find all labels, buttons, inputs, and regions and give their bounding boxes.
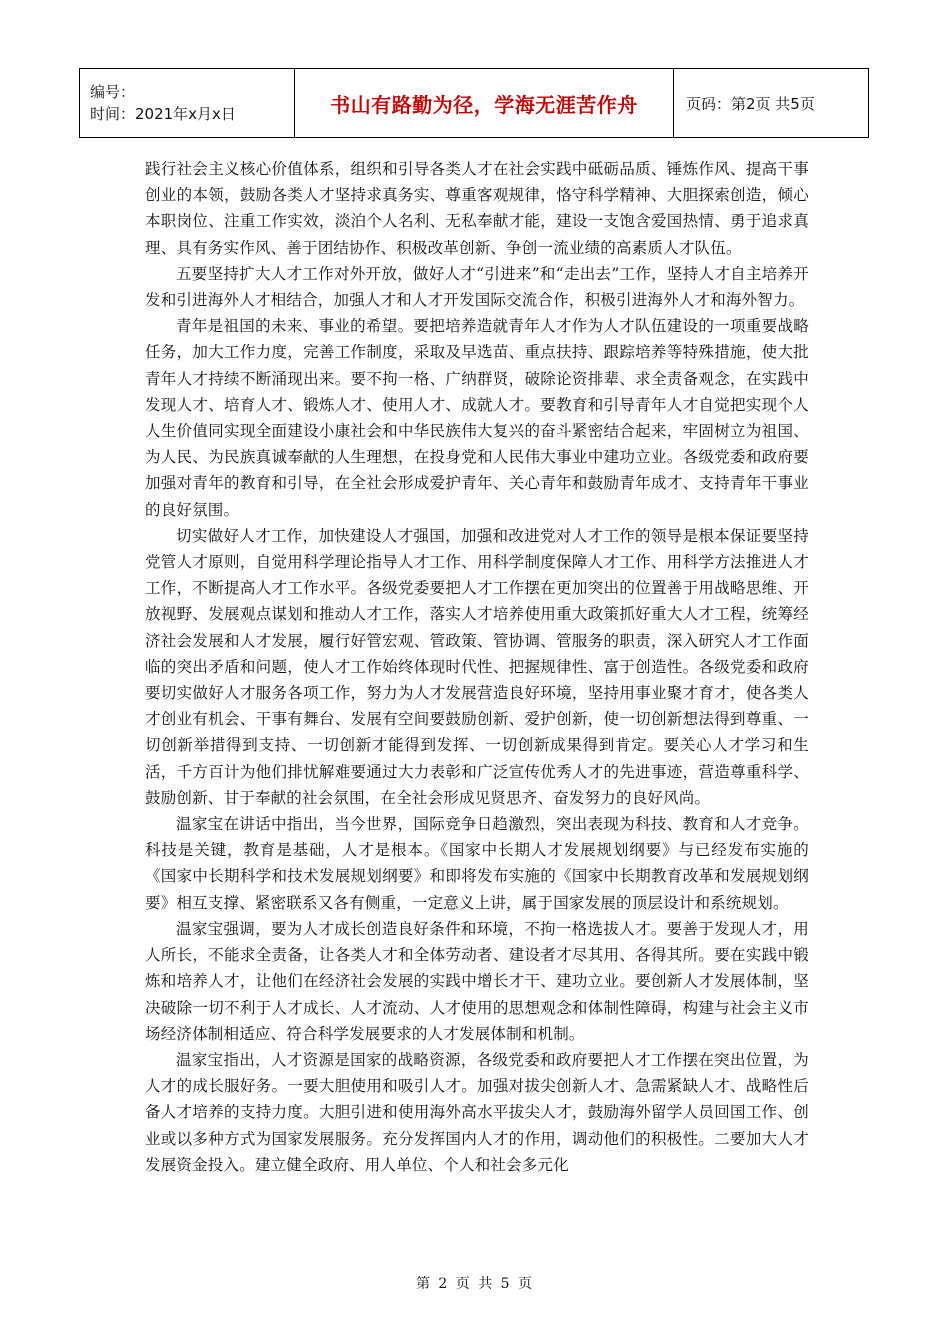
header-page-cell <box>674 69 869 138</box>
document-header <box>79 68 869 138</box>
body-paragraph: 温家宝指出，人才资源是国家的战略资源，各级党委和政府要把人才工作摆在突出位置，为人才的成长服好务。一要大胆使用和吸引人才。加强对拔尖创新人才、急需紧缺人才、战略性后备人才培养的支持力度。大胆引进和使用海外高水平拔尖人才，鼓励海外留学人员回国工作、创业或以多种方式为国家发展服务。充分发挥国内人才的作用，调动他们的积极性。二要加大人才发展资金投入。建立健全政府、用人单位、个人和社会多元化 <box>145 1050 809 1174</box>
body-paragraph: 切实做好人才工作，加快建设人才强国，加强和改进党对人才工作的领导是根本保证要坚持党管人才原则，自觉用科学理论指导人才工作、用科学制度保障人才工作、用科学方法推进人才工作，不断提高人才工作水平。各级党委要把人才工作摆在更加突出的位置善于用战略思维、开放视野、发展观点谋划和推动人才工作，落实人才培养使用重大政策抓好重大人才工程，统筹经济社会发展和人才发展，履行好管宏观、管政策、管协调、管服务的职责，深入研究人才工作面临的突出矛盾和问题，使人才工作始终体现时代性、把握规律性、富于创造性。各级党委和政府要切实做好人才服务各项工作，努力为人才发展营造良好环境，坚持用事业聚才育才，使各类人才创业有机会、干事有舞台、发展有空间要鼓励创新、爱护创新，使一切创新想法得到尊重、一切创新举措得到支持、一切创新才能得到发挥、一切创新成果得到肯定。要关心人才学习和生活，千方百计为他们排忧解难要通过大力表彰和广泛宣传优秀人才的先进事迹，营造尊重科学、鼓励创新、甘于奉献的社会氛围，在全社会形成见贤思齐、奋发努力的良好风尚。 <box>145 526 809 807</box>
page-footer <box>0 1273 950 1293</box>
header-page-label: 页码：第2页 共5页 <box>686 94 815 113</box>
body-paragraph: 温家宝强调，要为人才成长创造良好条件和环境，不拘一格选拔人才。要善于发现人才，用人所长，不能求全责备，让各类人才和全体劳动者、建设者才尽其用、各得其所。要在实践中锻炼和培养人才，让他们在经济社会发展的实践中增长才干、建功立业。要创新人才发展体制，坚决破除一切不利于人才成长、人才流动、人才使用的思想观念和体制性障碍，构建与社会主义市场经济体制相适应、符合科学发展要求的人才发展体制和机制。 <box>145 919 809 1043</box>
header-motto-cell <box>295 69 674 138</box>
footer-page-number: 第 2 页 共 5 页 <box>415 1276 535 1292</box>
body-paragraph: 践行社会主义核心价值体系，组织和引导各类人才在社会实践中砥砺品质、锤炼作风、提高干事创业的本领，鼓励各类人才坚持求真务实、尊重客观规律，恪守科学精神、大胆探索创造，倾心本职岗位、注重工作实效，淡泊个人名利、无私奉献才能，建设一支饱含爱国热情、勇于追求真理、具有务实作风、善于团结协作、积极改革创新、争创一流业绩的高素质人才队伍。 <box>145 160 809 257</box>
body-paragraph: 温家宝在讲话中指出，当今世界，国际竞争日趋激烈，突出表现为科技、教育和人才竞争。科技是关键，教育是基础，人才是根本。《国家中长期人才发展规划纲要》与已经发布实施的《国家中长期科学和技术发展规划纲要》和即将发布实施的《国家中长期教育改革和发展规划纲要》相互支撑、紧密联系又各有侧重，一定意义上讲，属于国家发展的顶层设计和系统规划。 <box>145 815 809 912</box>
body-paragraph: 青年是祖国的未来、事业的希望。要把培养造就青年人才作为人才队伍建设的一项重要战略任务，加大工作力度，完善工作制度，采取及早选苗、重点扶持、跟踪培养等特殊措施，使大批青年人才持续不断涌现出来。要不拘一格、广纳群贤，破除论资排辈、求全责备观念，在实践中发现人才、培育人才、锻炼人才、使用人才、成就人才。要教育和引导青年人才自觉把实现个人人生价值同实现全面建设小康社会和中华民族伟大复兴的奋斗紧密结合起来，牢固树立为祖国、为人民、为民族真诚奉献的人生理想，在投身党和人民伟大事业中建功立业。各级党委和政府要加强对青年的教育和引导，在全社会形成爱护青年、关心青年和鼓励青年成才、支持青年干事业的良好氛围。 <box>145 317 809 519</box>
header-meta-cell <box>80 69 295 138</box>
header-motto: 书山有路勤为径，学海无涯苦作舟 <box>330 92 638 117</box>
document-date-label: 时间：2021年x月x日 <box>90 105 236 123</box>
document-body <box>145 156 809 1178</box>
document-number-label: 编号： <box>90 83 136 101</box>
body-paragraph: 五要坚持扩大人才工作对外开放，做好人才“引进来”和“走出去”工作，坚持人才自主培养开发和引进海外人才相结合，加强人才和人才开发国际交流合作，积极引进海外人才和海外智力。 <box>145 264 809 310</box>
